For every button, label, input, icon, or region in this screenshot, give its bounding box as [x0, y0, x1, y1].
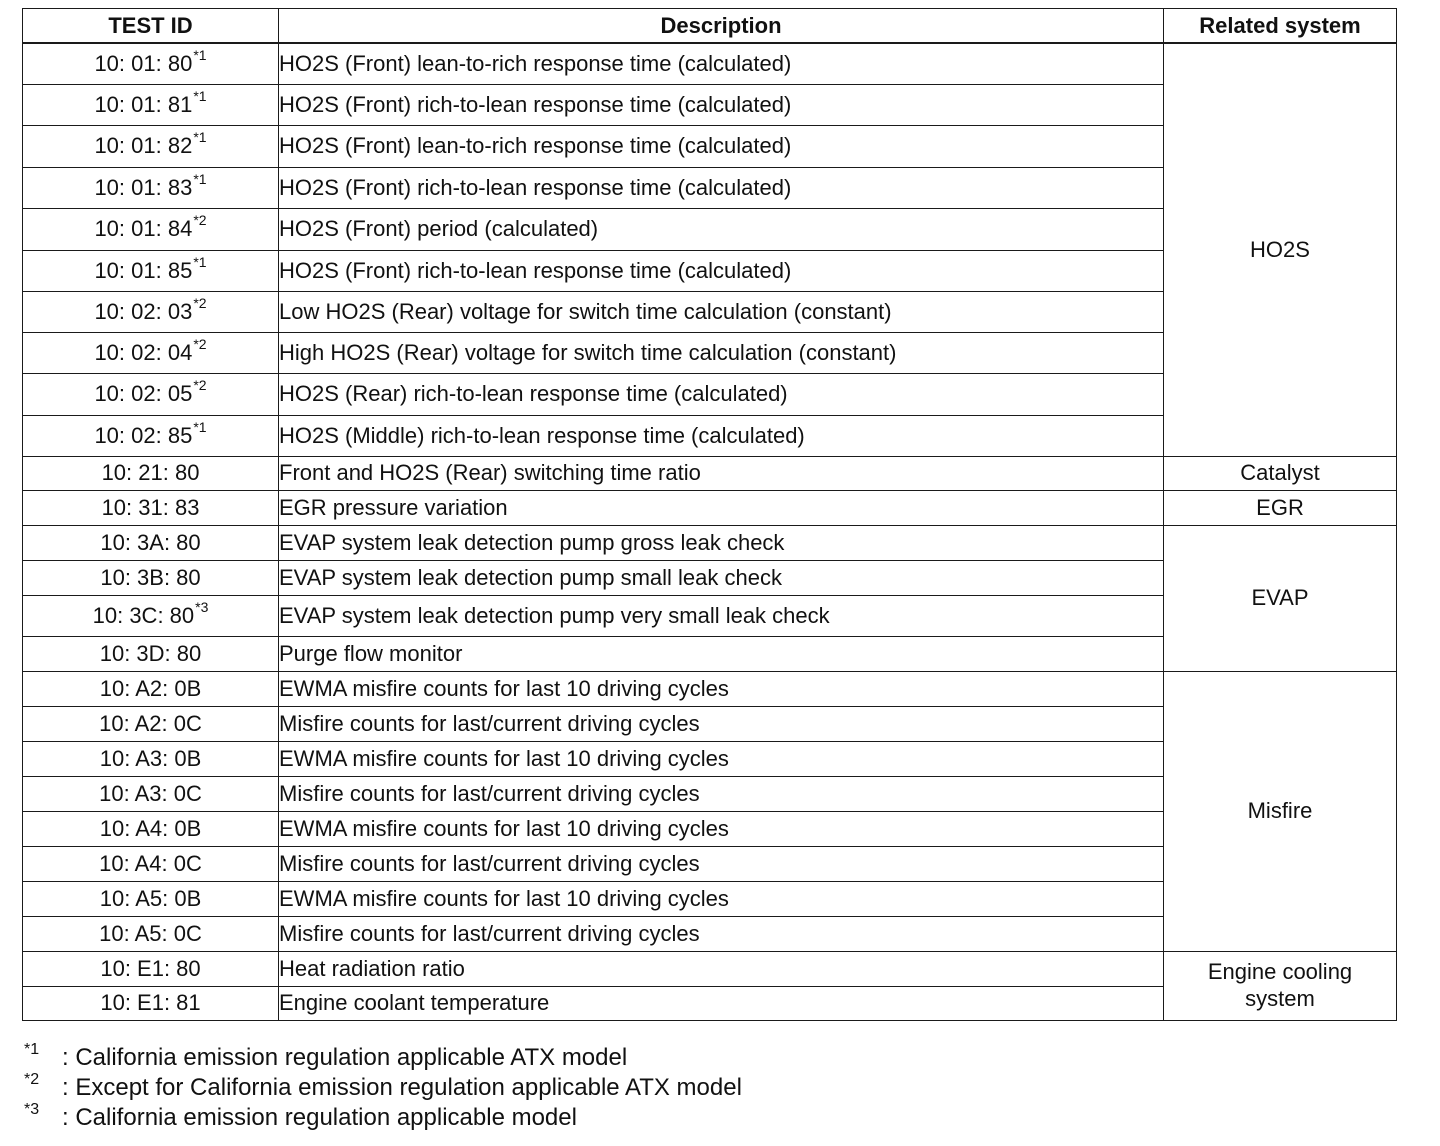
description-cell: EWMA misfire counts for last 10 driving cycles	[279, 671, 1164, 706]
footnote-reference: *3	[195, 598, 209, 615]
footnote-mark: *3	[24, 1101, 40, 1118]
test-id-cell	[23, 167, 279, 208]
description-cell: HO2S (Front) lean-to-rich response time (calculated)	[279, 43, 1164, 84]
test-id-cell	[23, 741, 279, 776]
test-id-cell	[23, 811, 279, 846]
description-cell: HO2S (Front) rich-to-lean response time (calculated)	[279, 167, 1164, 208]
test-id-cell	[23, 595, 279, 636]
test-id-value: 10: 02: 05	[94, 381, 193, 407]
description-cell: Low HO2S (Rear) voltage for switch time calculation (constant)	[279, 291, 1164, 332]
description-cell: Misfire counts for last/current driving cycles	[279, 916, 1164, 951]
description-cell: EVAP system leak detection pump gross leak check	[279, 525, 1164, 560]
test-id-cell	[23, 706, 279, 741]
footnote-text: : California emission regulation applicable ATX model	[62, 1044, 628, 1071]
test-id-cell	[23, 986, 279, 1020]
description-cell: EGR pressure variation	[279, 490, 1164, 525]
test-id-cell	[23, 208, 279, 250]
test-id-cell	[23, 332, 279, 373]
test-id-value: 10: 02: 85	[94, 422, 193, 448]
description-cell: Engine coolant temperature	[279, 986, 1164, 1020]
description-cell: EVAP system leak detection pump very small leak check	[279, 595, 1164, 636]
footnote-text: : Except for California emission regulation applicable ATX model	[62, 1074, 742, 1101]
footnote-reference: *1	[193, 418, 207, 435]
table-row	[23, 525, 1397, 560]
related-system-cell: Misfire	[1164, 671, 1397, 951]
related-system-cell: EGR	[1164, 490, 1397, 525]
test-id-value: 10: A4: 0C	[99, 850, 202, 876]
test-id-cell	[23, 125, 279, 167]
footnote-reference: *2	[193, 335, 207, 352]
footnote-item	[22, 1043, 1222, 1073]
test-id-value: 10: A5: 0C	[99, 920, 202, 946]
footnote-item	[22, 1103, 1222, 1133]
footnotes	[22, 1043, 1222, 1133]
test-id-value: 10: 21: 80	[101, 460, 200, 486]
table-header-row	[23, 9, 1397, 44]
test-id-value: 10: 02: 04	[94, 339, 193, 365]
test-id-cell	[23, 560, 279, 595]
test-id-value: 10: 3C: 80	[92, 602, 195, 628]
test-id-cell	[23, 415, 279, 456]
test-id-value: 10: 01: 80	[94, 51, 193, 77]
test-id-value: 10: E1: 80	[100, 955, 201, 981]
description-cell: Misfire counts for last/current driving cycles	[279, 846, 1164, 881]
test-id-cell	[23, 250, 279, 291]
test-id-value: 10: A4: 0B	[99, 815, 202, 841]
table-row	[23, 951, 1397, 986]
footnote-reference: *1	[193, 47, 207, 64]
test-id-table-container	[22, 8, 1396, 1021]
header-description: Description	[279, 9, 1164, 44]
test-id-cell	[23, 43, 279, 84]
header-test-id: TEST ID	[23, 9, 279, 44]
table-row	[23, 43, 1397, 84]
description-cell: HO2S (Front) period (calculated)	[279, 208, 1164, 250]
test-id-cell	[23, 636, 279, 671]
footnote-reference: *1	[193, 253, 207, 270]
test-id-value: 10: A2: 0B	[99, 675, 202, 701]
description-cell: HO2S (Front) rich-to-lean response time (calculated)	[279, 84, 1164, 125]
description-cell: HO2S (Rear) rich-to-lean response time (calculated)	[279, 373, 1164, 415]
description-cell: Heat radiation ratio	[279, 951, 1164, 986]
footnote-reference: *1	[193, 170, 207, 187]
table-body	[23, 43, 1397, 1020]
related-system-cell: Engine cooling system	[1164, 951, 1397, 1020]
test-id-cell	[23, 951, 279, 986]
test-id-cell	[23, 291, 279, 332]
description-cell: Purge flow monitor	[279, 636, 1164, 671]
footnote-reference: *1	[193, 129, 207, 146]
test-id-value: 10: 01: 82	[94, 133, 193, 159]
description-cell: EWMA misfire counts for last 10 driving cycles	[279, 811, 1164, 846]
test-id-cell	[23, 84, 279, 125]
footnote-mark: *1	[24, 1041, 40, 1058]
description-cell: EVAP system leak detection pump small leak check	[279, 560, 1164, 595]
test-id-cell	[23, 916, 279, 951]
footnote-reference: *1	[193, 87, 207, 104]
description-cell: HO2S (Middle) rich-to-lean response time (calculated)	[279, 415, 1164, 456]
related-system-cell: HO2S	[1164, 43, 1397, 456]
header-related-system: Related system	[1164, 9, 1397, 44]
test-id-value: 10: 01: 84	[94, 216, 193, 242]
table-row	[23, 490, 1397, 525]
test-id-value: 10: 01: 81	[94, 91, 193, 117]
test-id-table	[22, 8, 1397, 1021]
description-cell: Misfire counts for last/current driving cycles	[279, 706, 1164, 741]
test-id-value: 10: E1: 81	[100, 990, 201, 1016]
test-id-value: 10: 01: 83	[94, 174, 193, 200]
description-cell: Misfire counts for last/current driving cycles	[279, 776, 1164, 811]
description-cell: Front and HO2S (Rear) switching time ratio	[279, 456, 1164, 490]
test-id-value: 10: A3: 0B	[99, 745, 202, 771]
footnote-reference: *2	[193, 212, 207, 229]
test-id-value: 10: A5: 0B	[99, 885, 202, 911]
footnote-reference: *2	[193, 294, 207, 311]
test-id-value: 10: A2: 0C	[99, 710, 202, 736]
table-row	[23, 456, 1397, 490]
test-id-value: 10: 01: 85	[94, 257, 193, 283]
test-id-cell	[23, 490, 279, 525]
description-cell: EWMA misfire counts for last 10 driving cycles	[279, 881, 1164, 916]
related-system-cell: Catalyst	[1164, 456, 1397, 490]
table-row	[23, 671, 1397, 706]
test-id-cell	[23, 776, 279, 811]
footnote-item	[22, 1073, 1222, 1103]
footnote-mark: *2	[24, 1071, 40, 1088]
test-id-value: 10: A3: 0C	[99, 780, 202, 806]
related-system-cell: EVAP	[1164, 525, 1397, 671]
test-id-value: 10: 02: 03	[94, 298, 193, 324]
test-id-cell	[23, 456, 279, 490]
test-id-value: 10: 3A: 80	[100, 529, 201, 555]
description-cell: EWMA misfire counts for last 10 driving cycles	[279, 741, 1164, 776]
footnote-reference: *2	[193, 377, 207, 394]
test-id-cell	[23, 881, 279, 916]
footnote-text: : California emission regulation applicable model	[62, 1104, 577, 1131]
test-id-cell	[23, 846, 279, 881]
test-id-value: 10: 3B: 80	[100, 564, 201, 590]
description-cell: High HO2S (Rear) voltage for switch time calculation (constant)	[279, 332, 1164, 373]
test-id-value: 10: 31: 83	[101, 494, 200, 520]
description-cell: HO2S (Front) lean-to-rich response time (calculated)	[279, 125, 1164, 167]
test-id-value: 10: 3D: 80	[99, 640, 202, 666]
description-cell: HO2S (Front) rich-to-lean response time (calculated)	[279, 250, 1164, 291]
test-id-cell	[23, 671, 279, 706]
test-id-cell	[23, 525, 279, 560]
test-id-cell	[23, 373, 279, 415]
